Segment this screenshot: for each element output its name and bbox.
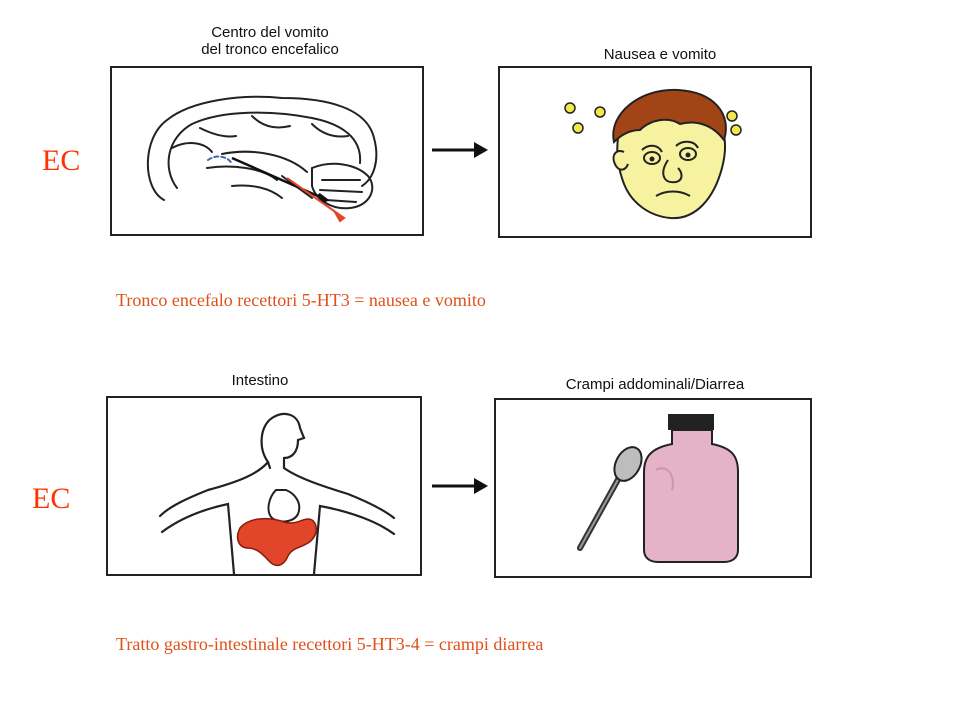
caption-intestine: Intestino <box>231 372 289 389</box>
arrow-icon-row2 <box>432 474 492 498</box>
spoon-bowl <box>609 442 647 485</box>
bottle-cap <box>668 414 714 430</box>
panel-brainstem <box>110 66 424 236</box>
medicine-bottle-spoon-icon <box>496 400 810 576</box>
nauseous-face-icon <box>500 68 810 236</box>
caption-line-1: Centro del vomito <box>211 24 329 41</box>
brain-icon <box>112 68 422 234</box>
description-row2: Tratto gastro-intestinale recettori 5-HT3-4 = crampi diarrea <box>116 634 544 654</box>
ec-label-row2: EC <box>32 482 71 515</box>
panel-cramps <box>494 398 812 578</box>
caption-brainstem-center <box>160 24 380 58</box>
intestine-shape <box>238 519 317 566</box>
panel-nausea <box>498 66 812 238</box>
description-row1: Tronco encefalo recettori 5-HT3 = nausea e vomito <box>116 290 486 310</box>
bottle <box>644 430 738 562</box>
ec-label-row1: EC <box>42 144 81 177</box>
torso-intestine-icon <box>108 398 420 574</box>
caption-line-2: del tronco encefalico <box>201 41 339 58</box>
caption-cramps-diarrhea: Crampi addominali/Diarrea <box>565 376 745 393</box>
panel-intestine <box>106 396 422 576</box>
caption-nausea-vomiting: Nausea e vomito <box>603 46 717 63</box>
arrow-icon-row1 <box>432 138 492 162</box>
